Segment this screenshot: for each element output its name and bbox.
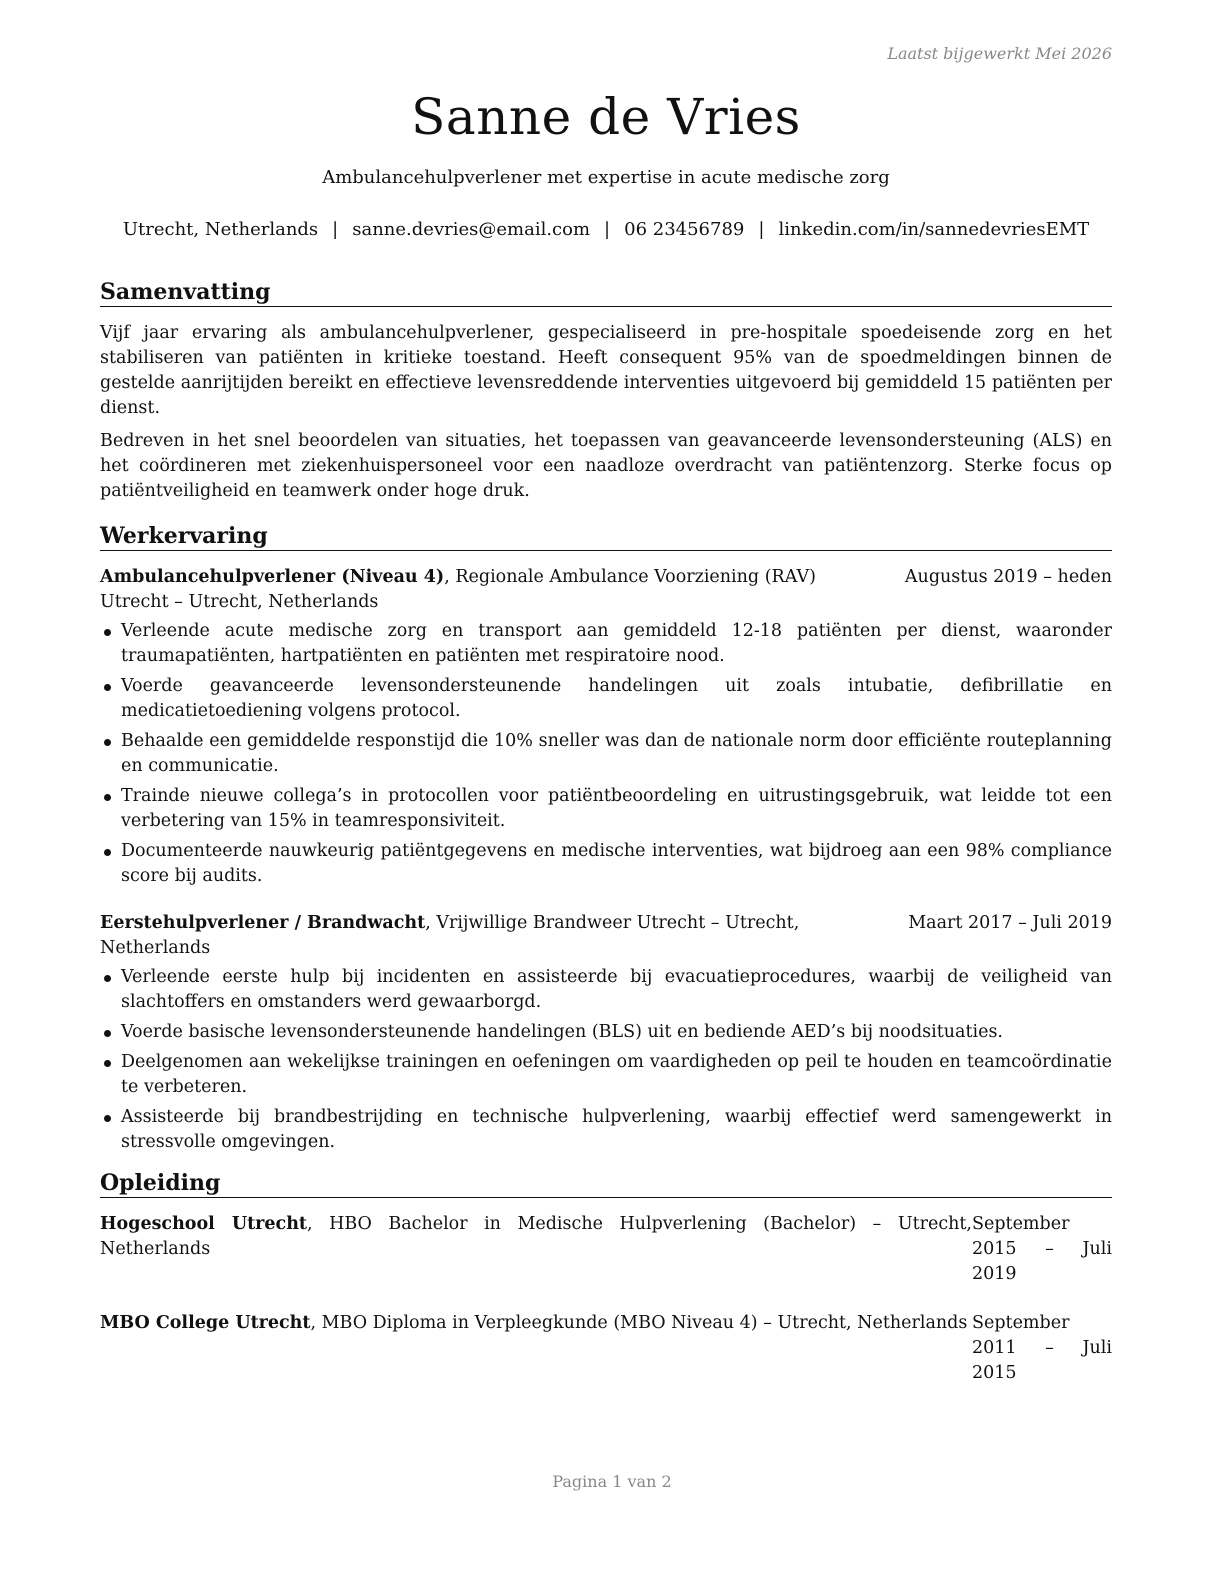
contact-separator: | xyxy=(758,219,765,240)
education-school: MBO College Utrecht xyxy=(100,1313,311,1333)
section-title-education: Opleiding xyxy=(100,1169,1112,1198)
list-item: Assisteerde bij brandbestrijding en technische hulpverlening, waarbij effectief werd samengewerkt in stressvolle omgevingen. xyxy=(100,1105,1112,1155)
summary-body xyxy=(100,321,1112,504)
contact-separator: | xyxy=(332,219,339,240)
education-dates: September 2015 – Juli 2019 xyxy=(972,1214,1112,1284)
education-school: Hogeschool Utrecht xyxy=(100,1214,307,1234)
contact-separator: | xyxy=(604,219,611,240)
list-item: Behaalde een gemiddelde responstijd die 10% sneller was dan de nationale norm door efficiënte routeplanning en communicatie. xyxy=(100,729,1112,779)
contact-line xyxy=(100,218,1112,242)
last-updated-note: Laatst bijgewerkt Mei 2026 xyxy=(887,44,1112,63)
resume-page xyxy=(100,84,1112,1386)
job-bullets xyxy=(100,965,1112,1155)
job-role: Eerstehulpverlener / Brandwacht xyxy=(100,913,426,933)
contact-email[interactable]: sanne.devries@email.com xyxy=(352,219,591,240)
education-entry xyxy=(100,1212,1112,1287)
education-detail: , MBO Diploma in Verpleegkunde (MBO Niveau 4) – Utrecht, Netherlands xyxy=(310,1313,968,1333)
summary-paragraph: Bedreven in het snel beoordelen van situaties, het toepassen van geavanceerde levensondersteuning (ALS) en het coördineren met ziekenhuispersoneel voor een naadloze overdracht van patiëntenzorg. Sterke focus op patiëntveiligheid en teamwerk onder hoge druk. xyxy=(100,431,1112,501)
job-bullets xyxy=(100,619,1112,889)
list-item: Deelgenomen aan wekelijkse trainingen en oefeningen om vaardigheden op peil te houden en teamcoördinatie te verbeteren. xyxy=(100,1050,1112,1100)
job-dates: Maart 2017 – Juli 2019 xyxy=(908,913,1112,933)
list-item: Voerde geavanceerde levensondersteunende handelingen uit zoals intubatie, defibrillatie en medicatietoediening volgens protocol. xyxy=(100,674,1112,724)
job-entry xyxy=(100,565,1112,889)
list-item: Documenteerde nauwkeurig patiëntgegevens en medische interventies, wat bijdroeg aan een 98% compliance score bij audits. xyxy=(100,839,1112,889)
job-header xyxy=(100,565,1112,615)
list-item: Verleende acute medische zorg en transport aan gemiddeld 12-18 patiënten per dienst, waaronder traumapatiënten, hartpatiënten en patiënten met respiratoire nood. xyxy=(100,619,1112,669)
contact-linkedin[interactable]: linkedin.com/in/sannedevriesEMT xyxy=(778,219,1090,240)
job-organization: , Regionale Ambulance Voorziening (RAV) Utrecht – Utrecht, Netherlands xyxy=(100,567,816,612)
job-role: Ambulancehulpverlener (Niveau 4) xyxy=(100,567,445,587)
job-header xyxy=(100,911,1112,961)
section-title-summary: Samenvatting xyxy=(100,278,1112,307)
summary-paragraph: Vijf jaar ervaring als ambulancehulpverlener, gespecialiseerd in pre-hospitale spoedeisende zorg en het stabiliseren van patiënten in kritieke toestand. Heeft consequent 95% van de spoedmeldingen binnen de gestelde aanrijtijden bereikt en effectieve levensreddende interventies uitgevoerd bij gemiddeld 15 patiënten per dienst. xyxy=(100,323,1112,418)
list-item: Trainde nieuwe collega’s in protocollen voor patiëntbeoordeling en uitrustingsgebruik, wat leidde tot een verbetering van 15% in teamresponsiviteit. xyxy=(100,784,1112,834)
candidate-subtitle: Ambulancehulpverlener met expertise in acute medische zorg xyxy=(322,167,890,188)
education-entry xyxy=(100,1311,1112,1386)
education-detail: , HBO Bachelor in Medische Hulpverlening (Bachelor) – Utrecht, Netherlands xyxy=(100,1214,972,1259)
candidate-name: Sanne de Vries xyxy=(411,88,801,146)
job-dates: Augustus 2019 – heden xyxy=(904,567,1112,587)
job-entry xyxy=(100,911,1112,1155)
list-item: Voerde basische levensondersteunende handelingen (BLS) uit en bediende AED’s bij noodsituaties. xyxy=(100,1020,1112,1045)
education-dates: September 2011 – Juli 2015 xyxy=(972,1313,1112,1383)
contact-location: Utrecht, Netherlands xyxy=(122,219,319,240)
job-organization: , Vrijwillige Brandweer Utrecht – Utrecht, Netherlands xyxy=(100,913,800,958)
contact-phone: 06 23456789 xyxy=(624,219,745,240)
section-title-experience: Werkervaring xyxy=(100,522,1112,551)
list-item: Verleende eerste hulp bij incidenten en assisteerde bij evacuatieprocedures, waarbij de veiligheid van slachtoffers en omstanders werd gewaarborgd. xyxy=(100,965,1112,1015)
page-number: Pagina 1 van 2 xyxy=(552,1472,672,1491)
